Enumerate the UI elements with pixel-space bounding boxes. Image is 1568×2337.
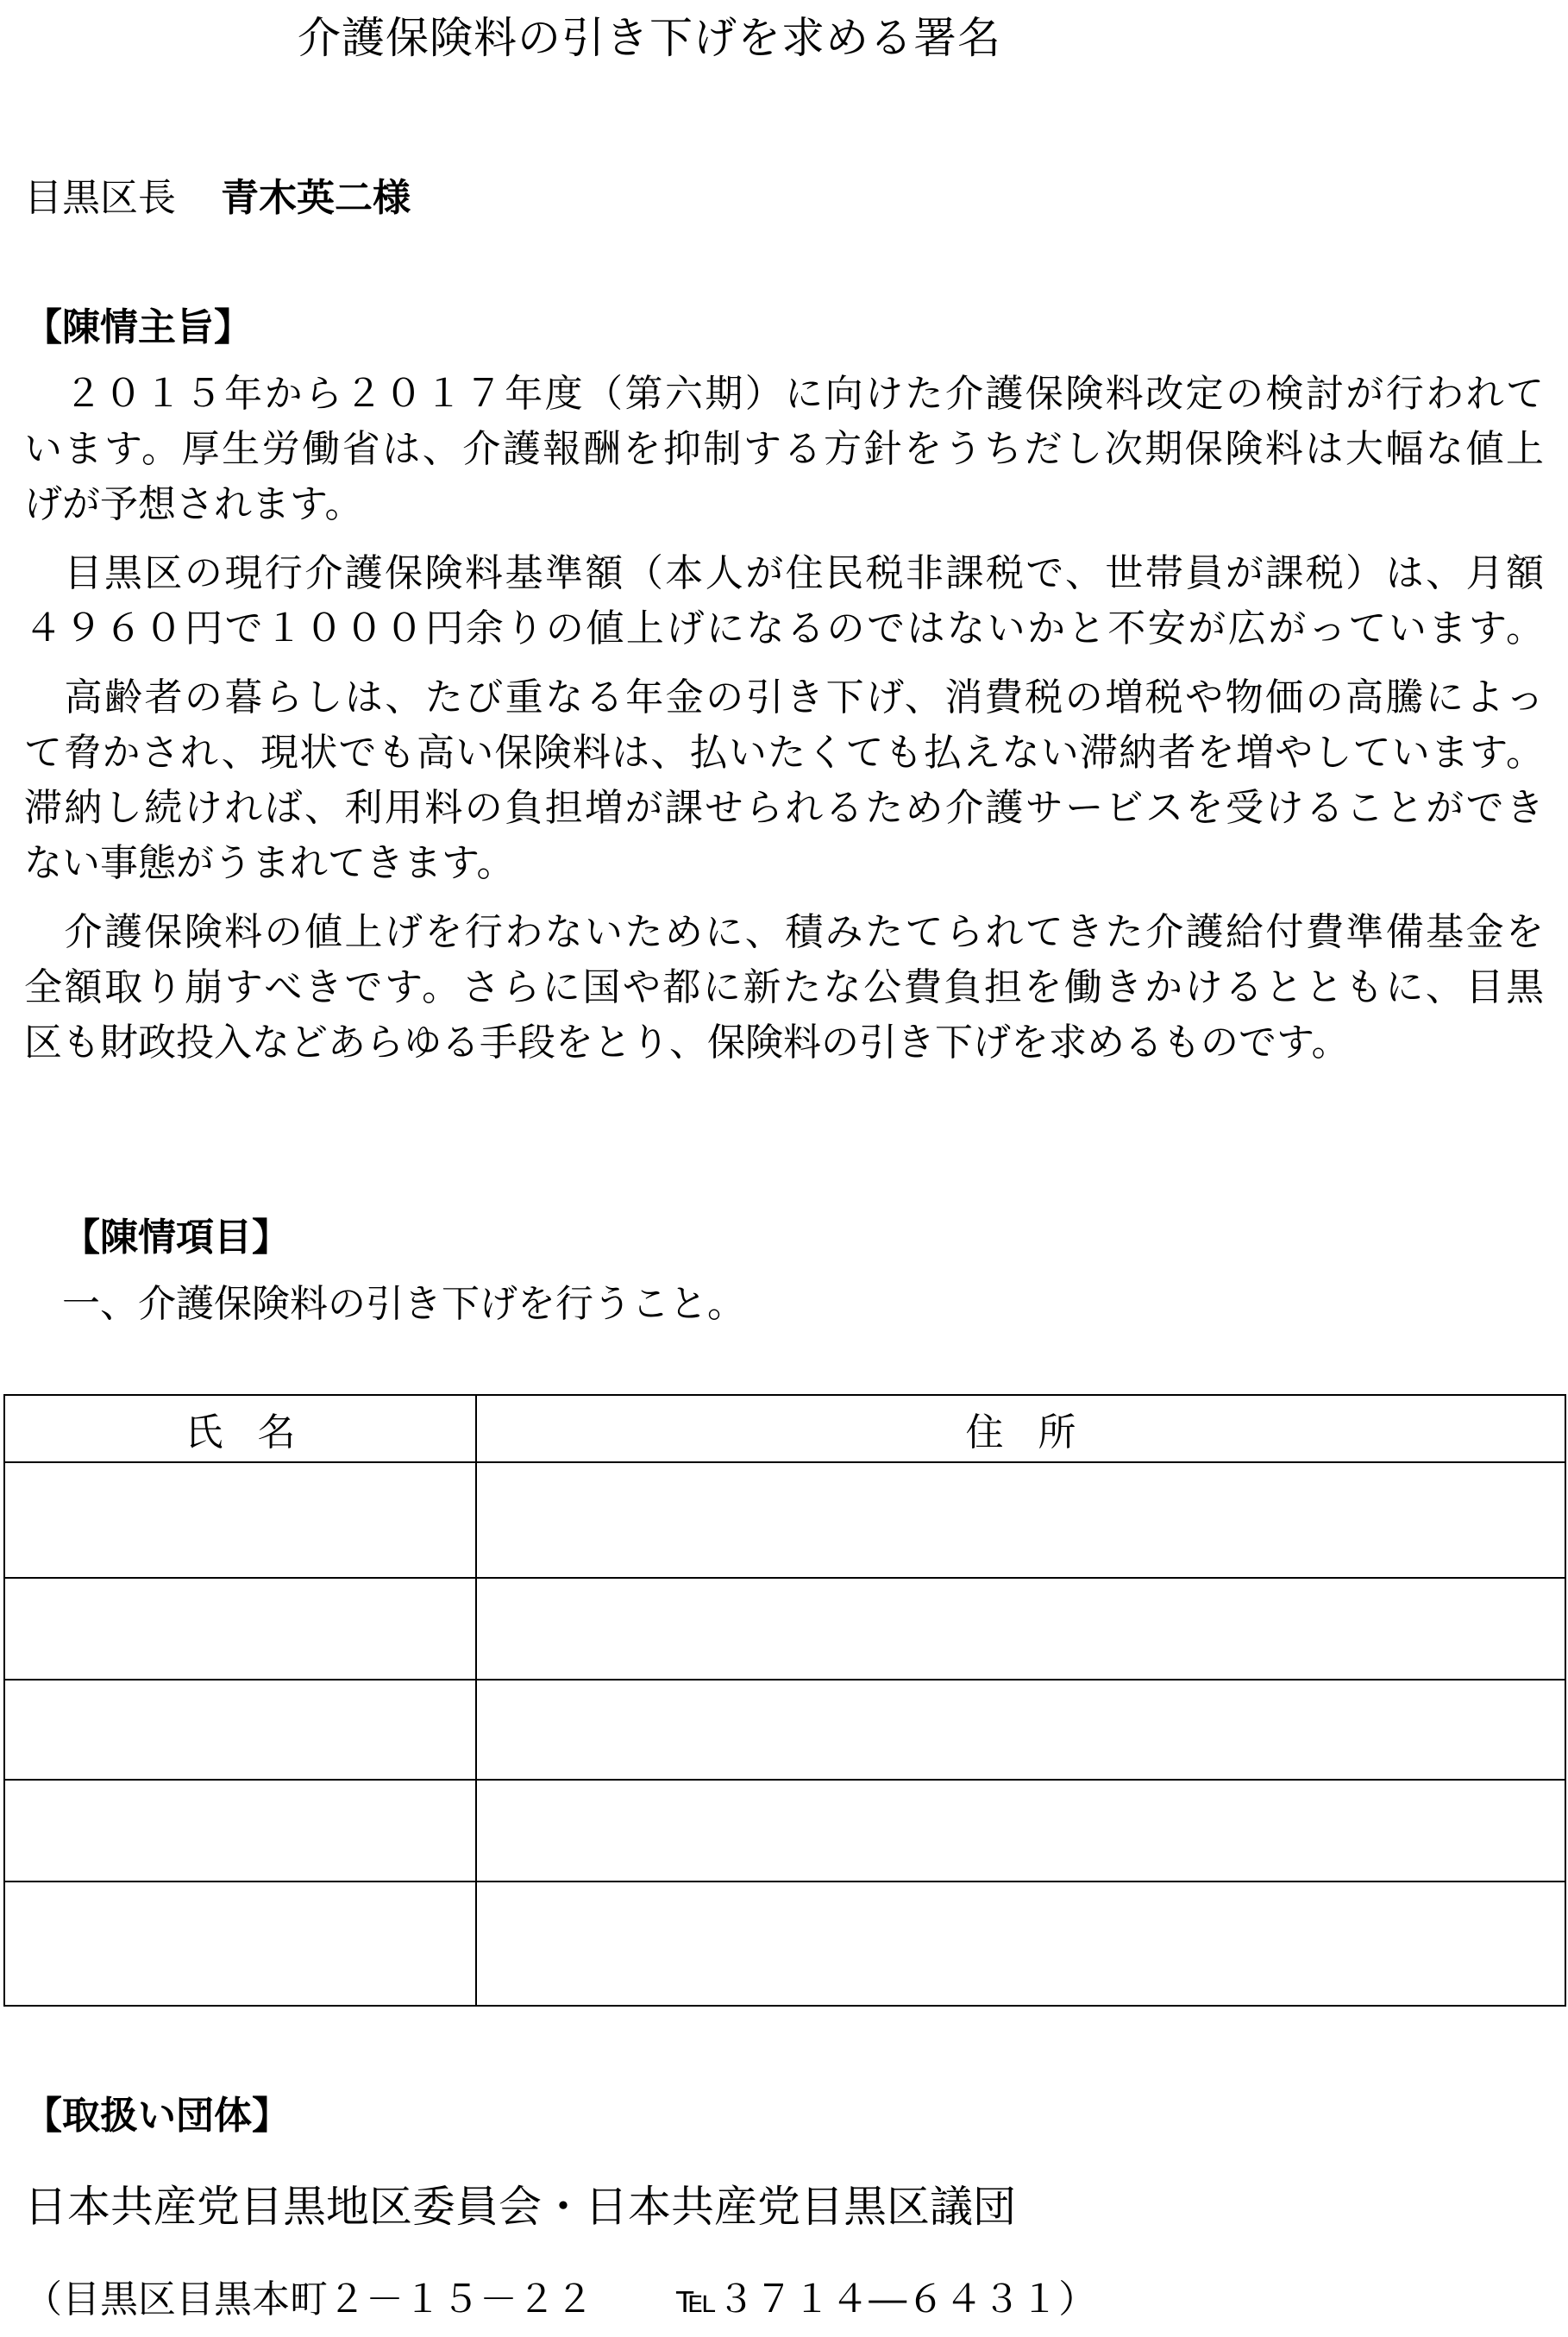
body-line: います。厚生労働省は、介護報酬を抑制する方針をうちだし次期保険料は大幅な値上 <box>24 427 1544 471</box>
address-cell[interactable] <box>476 1680 1565 1780</box>
contact-tel: ℡３７１４―６４３１） <box>676 2277 1097 2321</box>
address-cell[interactable] <box>476 1882 1565 2006</box>
name-cell[interactable] <box>4 1780 476 1882</box>
body-line: 滞納し続ければ、利用料の負担増が課せられるため介護サービスを受けることができ <box>24 786 1544 830</box>
addressee-role: 目黒区長 <box>24 176 176 220</box>
table-row <box>4 1780 1565 1882</box>
column-header-name: 氏名 <box>4 1395 476 1462</box>
table-row <box>4 1578 1565 1680</box>
addressee <box>24 171 411 226</box>
name-cell[interactable] <box>4 1462 476 1578</box>
table-row <box>4 1462 1565 1578</box>
section-heading-komoku: 【陳情項目】 <box>62 1216 290 1260</box>
body-line: ２０１５年から２０１７年度（第六期）に向けた介護保険料改定の検討が行われて <box>24 372 1544 416</box>
body-line: げが予想されます。 <box>24 482 363 526</box>
signature-table <box>3 1394 1566 2007</box>
body-line: 高齢者の暮らしは、たび重なる年金の引き下げ、消費税の増税や物価の高騰によっ <box>24 675 1544 719</box>
table-row <box>4 1882 1565 2006</box>
body-line: 目黒区の現行介護保険料基準額（本人が住民税非課税で、世帯員が課税）は、月額 <box>24 551 1544 595</box>
column-header-address: 住所 <box>476 1395 1565 1462</box>
body-line: ない事態がうまれてきます。 <box>24 841 515 885</box>
contact-info <box>24 2272 1096 2328</box>
body-line: 区も財政投入などあらゆる手段をとり、保険料の引き下げを求めるものです。 <box>24 1021 1350 1065</box>
body-line: て脅かされ、現状でも高い保険料は、払いたくても払えない滞納者を増やしています。 <box>24 731 1544 775</box>
petition-item: 一、介護保険料の引き下げを行うこと。 <box>62 1282 745 1326</box>
body-line: ４９６０円で１０００円余りの値上げになるのではないかと不安が広がっています。 <box>24 606 1544 650</box>
name-cell[interactable] <box>4 1882 476 2006</box>
name-cell[interactable] <box>4 1578 476 1680</box>
contact-address: （目黒区目黒本町２－１５－２２ <box>24 2277 593 2321</box>
address-cell[interactable] <box>476 1578 1565 1680</box>
address-cell[interactable] <box>476 1780 1565 1882</box>
section-heading-shushi: 【陳情主旨】 <box>24 305 252 349</box>
organization-name: 日本共産党目黒地区委員会・日本共産党目黒区議団 <box>24 2182 1016 2232</box>
body-line: 全額取り崩すべきです。さらに国や都に新たな公費負担を働きかけるとともに、目黒 <box>24 965 1544 1009</box>
name-cell[interactable] <box>4 1680 476 1780</box>
table-row <box>4 1680 1565 1780</box>
addressee-name: 青木英二様 <box>221 176 411 220</box>
document-title: 介護保険料の引き下げを求める署名 <box>298 13 1001 63</box>
signature-table-header <box>4 1395 1565 1462</box>
address-cell[interactable] <box>476 1462 1565 1578</box>
section-heading-dantai: 【取扱い団体】 <box>24 2094 290 2138</box>
body-line: 介護保険料の値上げを行わないために、積みたてられてきた介護給付費準備基金を <box>24 910 1544 954</box>
